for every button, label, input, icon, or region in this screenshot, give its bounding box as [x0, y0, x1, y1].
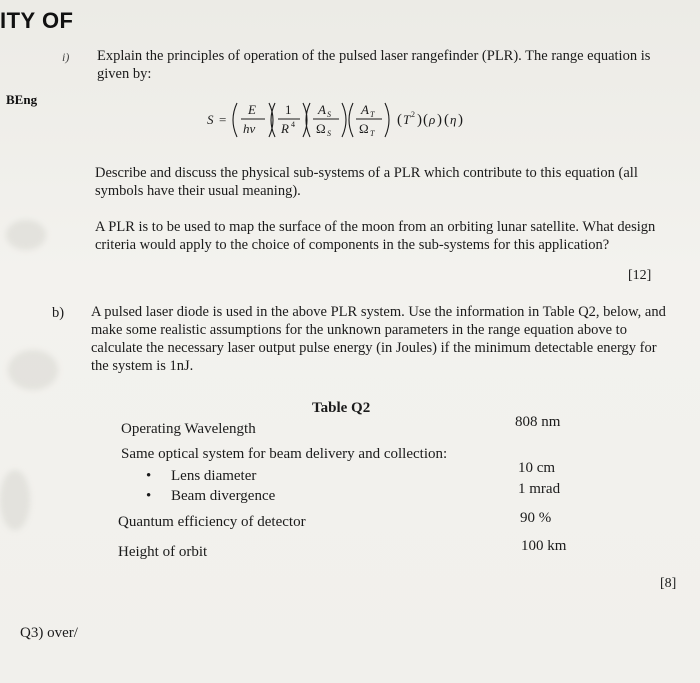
paren-right	[342, 103, 346, 137]
formula-f3-num: A	[318, 102, 326, 117]
table-row-label: Quantum efficiency of detector	[118, 514, 306, 530]
table-row-label: Same optical system for beam delivery and collection:	[121, 446, 448, 462]
formula-term-rho: ρ	[429, 112, 436, 127]
formula-f4-num: A	[361, 102, 369, 117]
course-code-fragment: BEng	[6, 92, 38, 107]
table-title: Table Q2	[312, 400, 371, 416]
question-describe-text: Describe and discuss the physical sub-systems of a PLR which contribute to this equation (all symbols have their usual meaning).	[95, 165, 638, 199]
paren-right: )	[458, 112, 463, 128]
formula-f1-num: E	[248, 102, 256, 117]
formula-f4-num-sub: T	[370, 110, 375, 119]
formula-f4-den-sub: T	[370, 129, 375, 138]
part-b-text: A pulsed laser diode is used in the above PLR system. Use the information in Table Q2, below, and make some realistic assumptions for the unknown parameters in the range equation above to calculate the necessary laser output pulse energy (in Joules) if the minimum detectable energy for the system is 1nJ.	[91, 304, 666, 374]
paper-smudge	[0, 470, 30, 530]
paper-smudge	[8, 350, 58, 390]
marks-part-b: [8]	[660, 576, 677, 591]
part-b-label: b)	[52, 305, 65, 321]
table-row-value: 1 mrad	[518, 481, 561, 497]
table-row-label: Height of orbit	[118, 544, 208, 560]
page-footer-over: Q3) over/	[20, 625, 78, 641]
formula-term-eta: η	[450, 112, 457, 127]
table-row-label: Operating Wavelength	[121, 421, 256, 437]
formula-f3-den-sub: S	[327, 129, 331, 138]
table-row-value: 100 km	[521, 538, 567, 554]
paren-right	[385, 103, 389, 137]
bullet-icon: •	[146, 488, 152, 504]
formula-lhs: S	[207, 112, 214, 127]
paper-smudge	[6, 220, 46, 250]
question-design-text: A PLR is to be used to map the surface of the moon from an orbiting lunar satellite. What design criteria would apply to the choice of components in the sub-systems for this application?	[95, 219, 656, 253]
table-row-value: 90 %	[520, 510, 552, 526]
formula-f2-num: 1	[285, 102, 292, 117]
paren-left	[349, 103, 353, 137]
formula-f3-den: Ω	[316, 121, 326, 136]
marks-part-a: [12]	[628, 268, 652, 283]
formula-f3-num-sub: S	[327, 110, 331, 119]
bullet-icon: •	[146, 468, 152, 484]
table-row-label: Beam divergence	[171, 488, 276, 504]
formula-term-t: T	[403, 112, 411, 127]
range-equation	[203, 97, 503, 143]
formula-f1-den: hv	[243, 121, 256, 136]
question-item-marker: i)	[62, 50, 70, 64]
formula-f2-den: R	[281, 121, 289, 136]
paren-left: (	[423, 112, 428, 128]
table-row-value: 808 nm	[515, 414, 561, 430]
table-row-value: 10 cm	[518, 460, 556, 476]
paren-left	[233, 103, 237, 137]
table-row-label: Lens diameter	[171, 468, 257, 484]
formula-term-t-exp: 2	[411, 110, 415, 119]
paren-right: )	[417, 112, 422, 128]
paren-right: )	[437, 112, 442, 128]
formula-f2-den-exp: 4	[291, 120, 295, 129]
formula-equals: =	[219, 112, 227, 127]
question-intro-text: Explain the principles of operation of the pulsed laser rangefinder (PLR). The range equation is given by:	[97, 48, 651, 82]
page-header-fragment: ITY OF	[0, 8, 74, 33]
paren-left: (	[397, 112, 402, 128]
paren-left: (	[444, 112, 449, 128]
formula-f4-den: Ω	[359, 121, 369, 136]
